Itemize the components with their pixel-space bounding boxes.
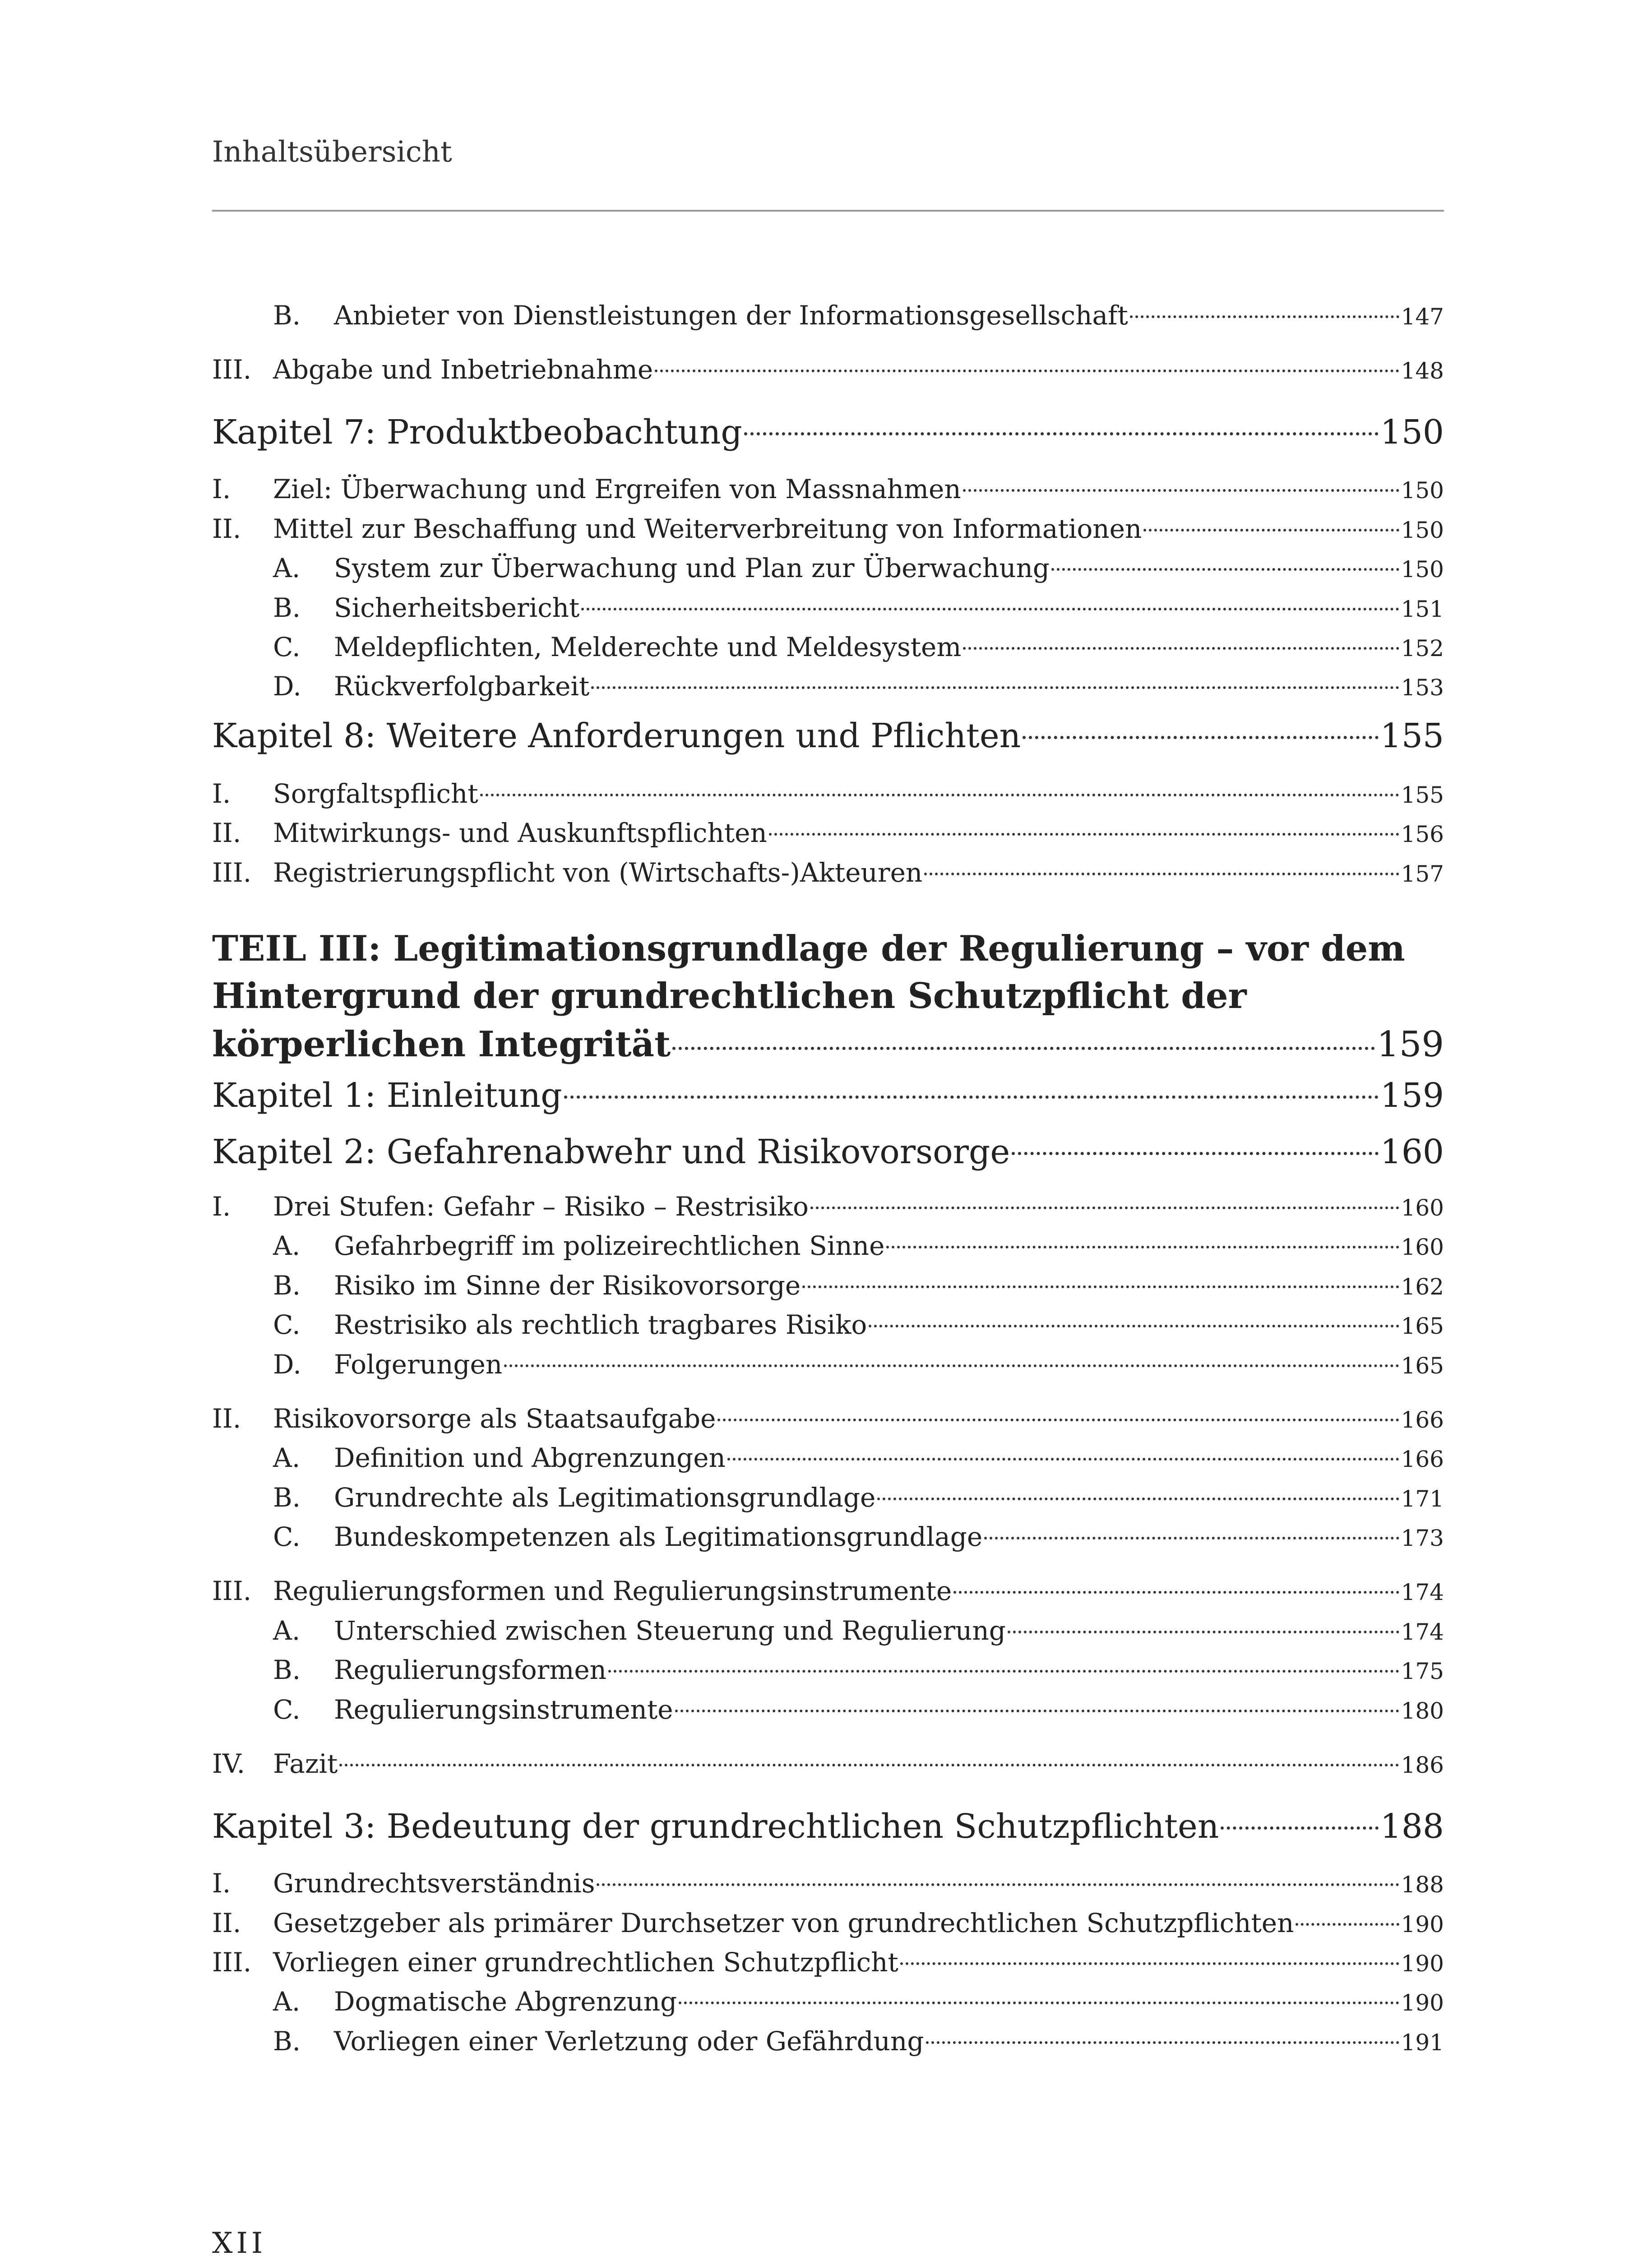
dot-leader bbox=[984, 1537, 1399, 1539]
dot-leader bbox=[591, 686, 1399, 689]
entry-number: B. bbox=[273, 1655, 301, 1685]
entry-page-number: 173 bbox=[1401, 1525, 1444, 1551]
toc-entry bbox=[212, 857, 1444, 888]
entry-page-number: 162 bbox=[1401, 1274, 1444, 1300]
toc-entry bbox=[212, 632, 1444, 662]
dot-leader bbox=[339, 1764, 1399, 1766]
entry-page-number: 148 bbox=[1401, 358, 1444, 384]
entry-page-number: 159 bbox=[1377, 1024, 1444, 1065]
entry-title: Sorgfaltspflicht bbox=[273, 778, 478, 809]
entry-number: A. bbox=[273, 1615, 301, 1646]
entry-title: Regulierungsinstrumente bbox=[334, 1694, 673, 1725]
dot-leader bbox=[769, 833, 1399, 836]
entry-page-number: 151 bbox=[1401, 596, 1444, 622]
toc-entry bbox=[212, 1482, 1444, 1513]
toc-entry bbox=[212, 1947, 1444, 1978]
dot-leader bbox=[963, 489, 1399, 492]
page-number: XII bbox=[212, 2227, 267, 2256]
dot-leader bbox=[802, 1285, 1399, 1288]
entry-number: C. bbox=[273, 1309, 301, 1340]
entry-number: A. bbox=[273, 553, 301, 583]
toc-entry bbox=[212, 1191, 1444, 1222]
entry-page-number: 188 bbox=[1401, 1872, 1444, 1898]
entry-number: III. bbox=[212, 857, 252, 888]
entry-title: TEIL III: Legitimationsgrundlage der Regulierung – vor dem bbox=[212, 928, 1405, 969]
toc-entry bbox=[212, 1270, 1444, 1301]
toc-entry bbox=[212, 553, 1444, 583]
entry-title: Ziel: Überwachung und Ergreifen von Massnahmen bbox=[273, 474, 961, 504]
entry-page-number: 152 bbox=[1401, 635, 1444, 661]
entry-title: Kapitel 2: Gefahrenabwehr und Risikovorsorge bbox=[212, 1133, 1010, 1171]
entry-title: Risikovorsorge als Staatsaufgabe bbox=[273, 1403, 716, 1434]
entry-page-number: 186 bbox=[1401, 1752, 1444, 1778]
entry-title: Grundrechte als Legitimationsgrundlage bbox=[334, 1482, 876, 1513]
dot-leader bbox=[877, 1498, 1399, 1500]
entry-title: Definition und Abgrenzungen bbox=[334, 1442, 726, 1473]
dot-leader bbox=[608, 1670, 1399, 1673]
header-rule bbox=[212, 210, 1444, 212]
chapter-entry bbox=[212, 1133, 1444, 1171]
entry-page-number: 156 bbox=[1401, 821, 1444, 847]
dot-leader bbox=[564, 1096, 1379, 1099]
dot-leader bbox=[504, 1364, 1399, 1367]
entry-number: II. bbox=[212, 513, 241, 544]
entry-title: Vorliegen einer grundrechtlichen Schutzpflicht bbox=[273, 1947, 898, 1978]
part-heading-line bbox=[212, 925, 1444, 972]
entry-page-number: 165 bbox=[1401, 1313, 1444, 1339]
entry-number: III. bbox=[212, 1947, 252, 1978]
dot-leader bbox=[924, 873, 1399, 875]
toc-entry bbox=[212, 1309, 1444, 1340]
toc-entry bbox=[212, 1868, 1444, 1899]
dot-leader bbox=[869, 1325, 1399, 1327]
entry-title: Hintergrund der grundrechtlichen Schutzpflicht der bbox=[212, 975, 1247, 1017]
entry-title: System zur Überwachung und Plan zur Überwachung bbox=[334, 553, 1050, 583]
dot-leader bbox=[953, 1591, 1399, 1594]
entry-page-number: 150 bbox=[1380, 413, 1444, 452]
entry-title: Bundeskompetenzen als Legitimationsgrundlage bbox=[334, 1521, 983, 1552]
entry-page-number: 157 bbox=[1401, 861, 1444, 887]
entry-number: A. bbox=[273, 1442, 301, 1473]
entry-page-number: 159 bbox=[1380, 1076, 1444, 1115]
entry-title: Abgabe und Inbetriebnahme bbox=[273, 354, 653, 385]
dot-leader bbox=[679, 2002, 1399, 2004]
entry-title: Anbieter von Dienstleistungen der Informationsgesellschaft bbox=[334, 300, 1128, 331]
chapter-entry bbox=[212, 413, 1444, 452]
entry-page-number: 174 bbox=[1401, 1619, 1444, 1645]
entry-page-number: 190 bbox=[1401, 1911, 1444, 1937]
entry-title: Risiko im Sinne der Risikovorsorge bbox=[334, 1270, 801, 1301]
chapter-entry bbox=[212, 1807, 1444, 1846]
entry-title: Drei Stufen: Gefahr – Risiko – Restrisiko bbox=[273, 1191, 809, 1222]
toc-entry bbox=[212, 818, 1444, 848]
entry-page-number: 150 bbox=[1401, 556, 1444, 582]
entry-page-number: 174 bbox=[1401, 1579, 1444, 1605]
toc-entry bbox=[212, 474, 1444, 504]
entry-number: IV. bbox=[212, 1748, 245, 1779]
entry-title: Dogmatische Abgrenzung bbox=[334, 1986, 677, 2017]
entry-number: C. bbox=[273, 1694, 301, 1725]
entry-page-number: 180 bbox=[1401, 1698, 1444, 1724]
entry-title: Kapitel 8: Weitere Anforderungen und Pflichten bbox=[212, 717, 1021, 755]
entry-page-number: 147 bbox=[1401, 304, 1444, 330]
entry-title: Kapitel 3: Bedeutung der grundrechtlichen Schutzpflichten bbox=[212, 1807, 1219, 1846]
dot-leader bbox=[1012, 1152, 1379, 1155]
toc-entry bbox=[212, 1908, 1444, 1938]
entry-page-number: 155 bbox=[1401, 782, 1444, 808]
entry-page-number: 165 bbox=[1401, 1353, 1444, 1379]
toc-entry bbox=[212, 1694, 1444, 1725]
entry-page-number: 166 bbox=[1401, 1446, 1444, 1472]
entry-number: B. bbox=[273, 300, 301, 331]
entry-title: Gesetzgeber als primärer Durchsetzer von grundrechtlichen Schutzpflichten bbox=[273, 1908, 1294, 1938]
entry-title: Meldepflichten, Melderechte und Meldesystem bbox=[334, 632, 962, 662]
entry-number: II. bbox=[212, 1908, 241, 1938]
entry-number: A. bbox=[273, 1986, 301, 2017]
dot-leader bbox=[675, 1710, 1399, 1712]
running-header: Inhaltsübersicht bbox=[212, 135, 452, 169]
entry-page-number: 160 bbox=[1401, 1234, 1444, 1260]
entry-title: Unterschied zwischen Steuerung und Regulierung bbox=[334, 1615, 1006, 1646]
entry-title: Mittel zur Beschaffung und Weiterverbreitung von Informationen bbox=[273, 513, 1142, 544]
dot-leader bbox=[1051, 568, 1399, 571]
entry-number: II. bbox=[212, 1403, 241, 1434]
chapter-entry bbox=[212, 717, 1444, 755]
toc-entry bbox=[212, 671, 1444, 702]
toc-entry bbox=[212, 513, 1444, 544]
dot-leader bbox=[900, 1962, 1399, 1965]
entry-title: Gefahrbegriff im polizeirechtlichen Sinne bbox=[334, 1230, 885, 1261]
dot-leader bbox=[727, 1458, 1399, 1461]
toc-entry bbox=[212, 1349, 1444, 1380]
toc-entry bbox=[212, 354, 1444, 385]
entry-title: Folgerungen bbox=[334, 1349, 503, 1380]
entry-page-number: 150 bbox=[1401, 477, 1444, 504]
entry-number: C. bbox=[273, 1521, 301, 1552]
entry-page-number: 190 bbox=[1401, 1990, 1444, 2016]
dot-leader bbox=[1130, 315, 1399, 318]
entry-page-number: 155 bbox=[1380, 717, 1444, 755]
entry-page-number: 171 bbox=[1401, 1486, 1444, 1512]
toc-entry bbox=[212, 1442, 1444, 1473]
entry-number: B. bbox=[273, 1482, 301, 1513]
entry-number: D. bbox=[273, 1349, 301, 1380]
toc-entry bbox=[212, 778, 1444, 809]
dot-leader bbox=[886, 1246, 1399, 1248]
entry-number: I. bbox=[212, 1191, 231, 1222]
dot-leader bbox=[1008, 1631, 1399, 1633]
entry-page-number: 160 bbox=[1401, 1195, 1444, 1221]
entry-title: Grundrechtsverständnis bbox=[273, 1868, 595, 1899]
dot-leader bbox=[1143, 529, 1399, 532]
entry-number: C. bbox=[273, 632, 301, 662]
toc-entry bbox=[212, 1403, 1444, 1434]
part-entry bbox=[212, 1021, 1444, 1068]
entry-page-number: 160 bbox=[1380, 1133, 1444, 1171]
entry-number: B. bbox=[273, 2026, 301, 2057]
entry-title: Mitwirkungs- und Auskunftspflichten bbox=[273, 818, 767, 848]
toc-entry bbox=[212, 1986, 1444, 2017]
dot-leader bbox=[810, 1207, 1399, 1209]
dot-leader bbox=[926, 2041, 1399, 2044]
dot-leader bbox=[655, 370, 1399, 372]
toc-entry bbox=[212, 2026, 1444, 2057]
entry-page-number: 150 bbox=[1401, 517, 1444, 543]
toc-entry bbox=[212, 300, 1444, 331]
entry-page-number: 175 bbox=[1401, 1658, 1444, 1684]
entry-title: Regulierungsformen bbox=[334, 1655, 607, 1685]
entry-number: B. bbox=[273, 592, 301, 623]
entry-number: II. bbox=[212, 818, 241, 848]
toc-entry bbox=[212, 1655, 1444, 1685]
dot-leader bbox=[963, 647, 1399, 650]
entry-number: III. bbox=[212, 354, 252, 385]
entry-page-number: 166 bbox=[1401, 1407, 1444, 1433]
entry-title: Rückverfolgbarkeit bbox=[334, 671, 590, 702]
entry-number: A. bbox=[273, 1230, 301, 1261]
entry-title: körperlichen Integrität bbox=[212, 1024, 671, 1065]
dot-leader bbox=[480, 794, 1399, 796]
dot-leader bbox=[672, 1047, 1375, 1050]
entry-title: Restrisiko als rechtlich tragbares Risiko bbox=[334, 1309, 867, 1340]
entry-number: III. bbox=[212, 1576, 252, 1606]
entry-title: Regulierungsformen und Regulierungsinstrumente bbox=[273, 1576, 952, 1606]
entry-number: I. bbox=[212, 778, 231, 809]
dot-leader bbox=[597, 1883, 1399, 1886]
dot-leader bbox=[717, 1419, 1399, 1421]
entry-title: Kapitel 1: Einleitung bbox=[212, 1076, 562, 1115]
entry-number: D. bbox=[273, 671, 301, 702]
entry-page-number: 153 bbox=[1401, 675, 1444, 701]
entry-number: I. bbox=[212, 1868, 231, 1899]
entry-title: Vorliegen einer Verletzung oder Gefährdung bbox=[334, 2026, 924, 2057]
entry-title: Sicherheitsbericht bbox=[334, 592, 580, 623]
entry-number: B. bbox=[273, 1270, 301, 1301]
entry-page-number: 188 bbox=[1380, 1807, 1444, 1846]
entry-number: I. bbox=[212, 474, 231, 504]
dot-leader bbox=[1296, 1923, 1399, 1926]
entry-title: Fazit bbox=[273, 1748, 338, 1779]
dot-leader bbox=[1023, 736, 1378, 739]
entry-page-number: 191 bbox=[1401, 2029, 1444, 2056]
entry-title: Registrierungspflicht von (Wirtschafts-)Akteuren bbox=[273, 857, 923, 888]
chapter-entry bbox=[212, 1076, 1444, 1115]
dot-leader bbox=[744, 432, 1379, 435]
toc-entry bbox=[212, 1521, 1444, 1552]
toc-entry bbox=[212, 592, 1444, 623]
toc-entry bbox=[212, 1615, 1444, 1646]
dot-leader bbox=[1221, 1826, 1378, 1830]
dot-leader bbox=[581, 608, 1399, 610]
toc-entry bbox=[212, 1748, 1444, 1779]
entry-page-number: 190 bbox=[1401, 1951, 1444, 1977]
entry-title: Kapitel 7: Produktbeobachtung bbox=[212, 413, 742, 452]
toc-entry bbox=[212, 1576, 1444, 1606]
part-heading-line bbox=[212, 972, 1444, 1020]
toc-entry bbox=[212, 1230, 1444, 1261]
